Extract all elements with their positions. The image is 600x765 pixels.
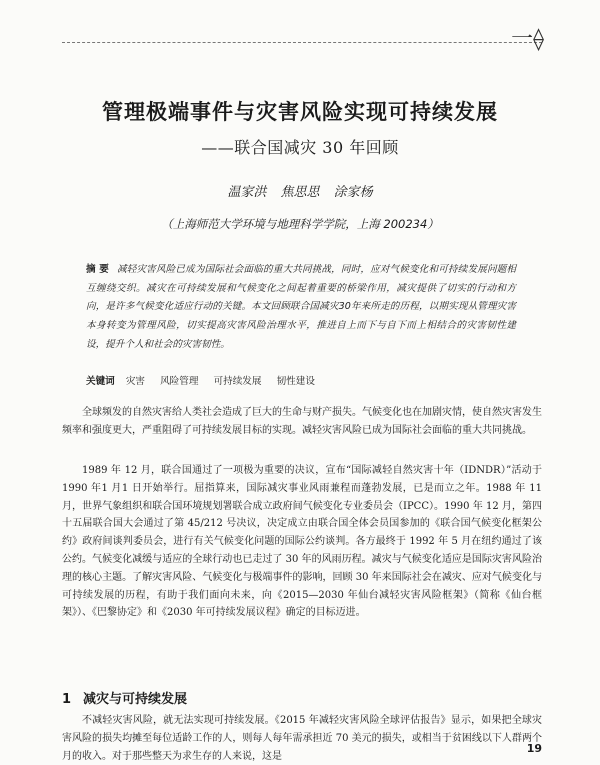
header-rule [62, 42, 542, 43]
abstract-label: 摘 要 [86, 264, 109, 275]
section-number: 1 [62, 692, 72, 707]
body-paragraph-3: 不减轻灾害风险，就无法实现可持续发展。《2015 年减轻灾害风险全球评估报告》显示，如果把全球灾害风险的损失均摊至每位适龄工作的人，则每人每年需承担近 70 美元的损失，或相当于贫困线以下人群两个月的收入。对于那些整天为求生存的人来说，这是 [62, 715, 542, 762]
keywords [86, 373, 516, 387]
page-number: 19 [526, 742, 542, 755]
keyword-item: 灾害 [125, 376, 146, 387]
body-paragraph-2: 1989 年 12 月，联合国通过了一项极为重要的决议，宣布“国际减轻自然灾害十年（IDNDR）”活动于1990 年1 月1 日开始举行。屈指算来，国际减灾事业风雨兼程而蓬勃发展，已是而立之年。1988 年 11 月，世界气象组织和联合国环境规划署联合成立政府间气候变化专业委员会（IPCC）。1990 年 12 月，第四十五届联合国大会通过了第 45/212 号决议，决定成立由联合国全体会员国参加的《联合国气候变化框架公约》政府间谈判委员会，进行有关气候变化问题的国际公约谈判。各方最终于 1992 年 5 月在纽约通过了该公约。气候变化减缓与适应的全球行动也已走过了 30 年的风雨历程。减灾与气候变化适应是国际灾害风险治理的核心主题。了解灾害风险、气候变化与极端事件的影响，回顾 30 年来国际社会在减灾、应对气候变化与可持续发展的历程，有助于我们面向未来，向《2015—2030 年仙台减轻灾害风险框架》（简称《仙台框架》）、《巴黎协定》和《2030 年可持续发展议程》确定的目标迈进。 [62, 465, 542, 619]
article-subtitle: ——联合国减灾 30 年回顾 [201, 138, 399, 157]
abstract-text: 减轻灾害风险已成为国际社会面临的重大共同挑战，同时，应对气候变化和可持续发展问题相互缠绕交织。减灾在可持续发展和气候变化之间起着重要的桥梁作用，减灾提供了切实的行动和方向，是许多气候变化适应行动的关键。本文回顾联合国减灾30年来所走的历程，以期实现从管理灾害本身转变为管理风险，切实提高灾害风险治理水平，推进自上而下与自下而上相结合的灾害韧性建设，提升个人和社会的灾害韧性。 [86, 264, 517, 350]
abstract [86, 261, 516, 355]
keyword-item: 可持续发展 [213, 376, 262, 387]
section-title: 减灾与可持续发展 [83, 692, 188, 707]
keyword-item: 韧性建设 [276, 376, 315, 387]
body-paragraph-1: 全球频发的自然灾害给人类社会造成了巨大的生命与财产损失。气候变化也在加剧灾情，使自然灾害发生频率和强度更大，严重阻碍了可持续发展目标的实现。减轻灾害风险已成为国际社会面临的重大共同挑战。 [62, 407, 542, 436]
section-heading [62, 688, 187, 707]
keyword-item: 风险管理 [160, 376, 199, 387]
keywords-label: 关键词 [86, 376, 115, 387]
journal-logo-mark: 一⟠ [511, 27, 544, 52]
affiliation: （上海师范大学环境与地理科学学院，上海 200234） [161, 217, 439, 231]
article-title: 管理极端事件与灾害风险实现可持续发展 [102, 99, 498, 124]
authors: 温家洪 焦思思 涂家杨 [227, 185, 373, 200]
